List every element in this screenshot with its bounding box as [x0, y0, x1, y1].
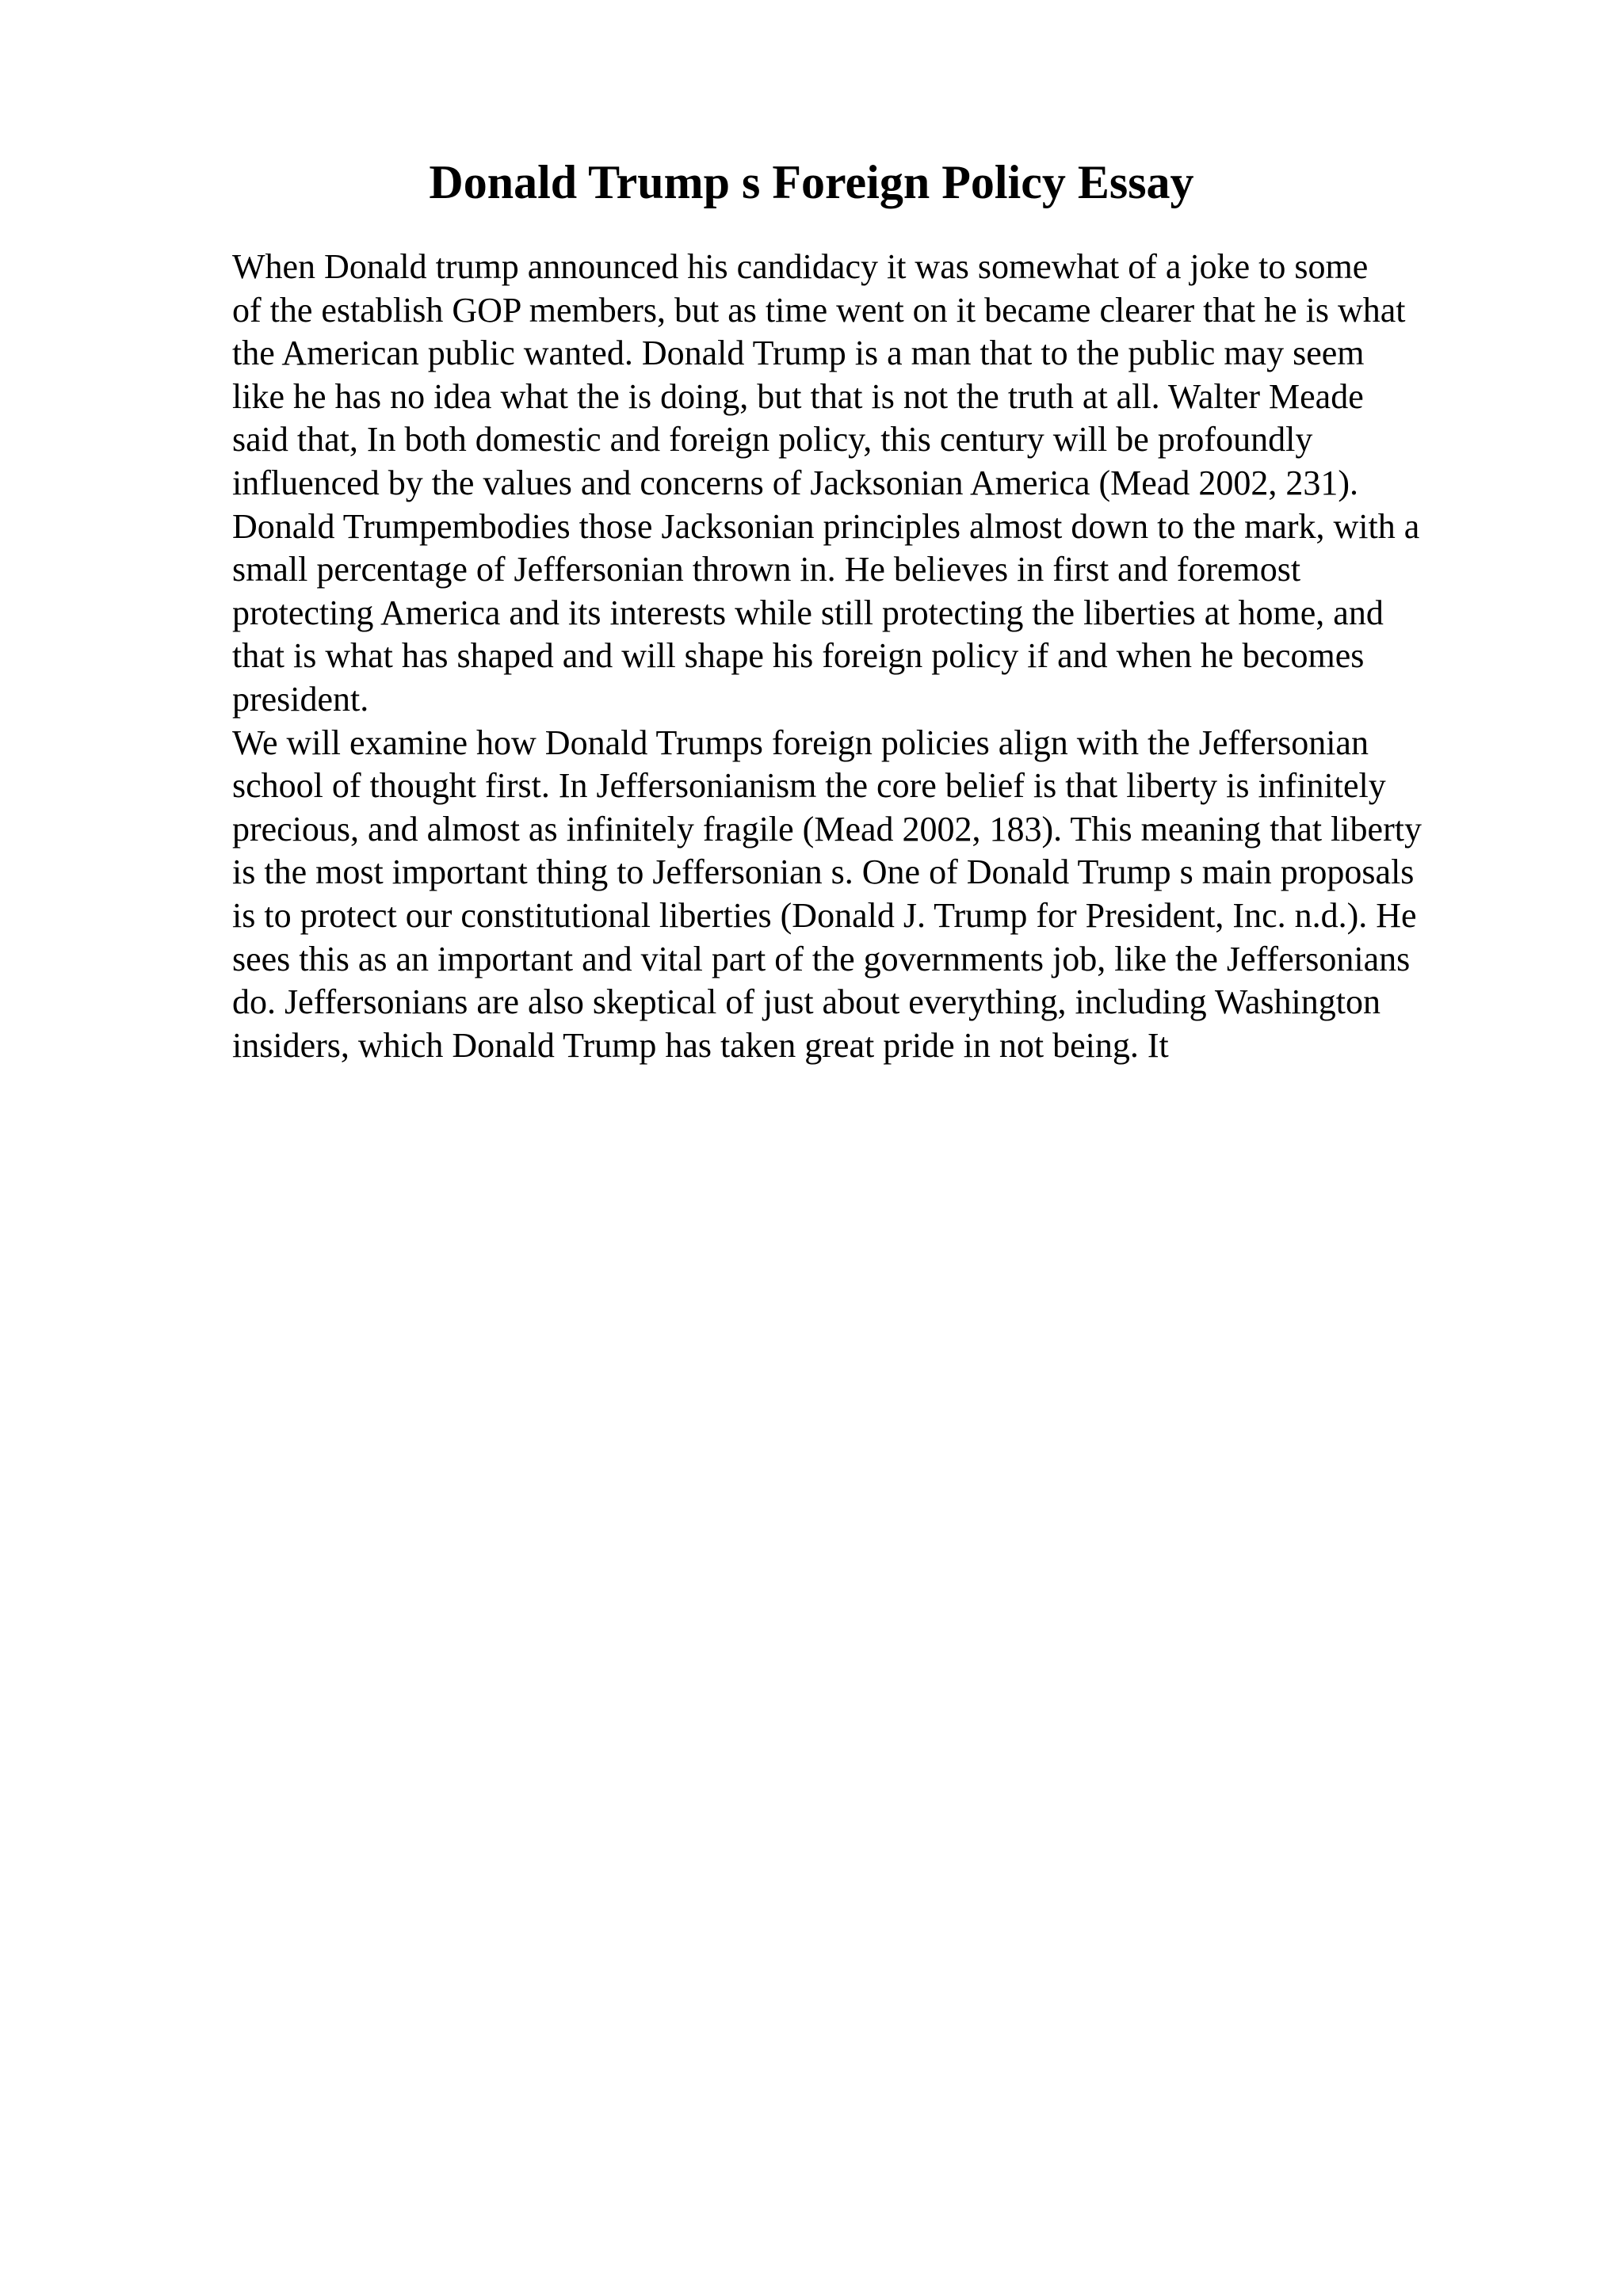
text-line: influenced by the values and concerns of Jacksonian America (Mead 2002, 231). — [232, 463, 1358, 502]
text-line: the American public wanted. Donald Trump is a man that to the public may seem — [232, 334, 1365, 373]
paragraph-2 — [232, 722, 1500, 1068]
text-line: We will examine how Donald Trumps foreign policies align with the Jeffersonian — [232, 723, 1369, 762]
text-line: said that, In both domestic and foreign policy, this century will be profoundly — [232, 420, 1313, 460]
text-line: sees this as an important and vital part of the governments job, like the Jeffersonians — [232, 939, 1411, 978]
text-line: precious, and almost as infinitely fragile (Mead 2002, 183). This meaning that liberty — [232, 809, 1422, 849]
text-line: protecting America and its interests while still protecting the liberties at home, and — [232, 593, 1384, 632]
text-line: is to protect our constitutional liberties (Donald J. Trump for President, Inc. n.d.). He — [232, 895, 1417, 935]
text-line: small percentage of Jeffersonian thrown in. He believes in first and foremost — [232, 550, 1301, 589]
text-line: is the most important thing to Jeffersonian s. One of Donald Trump s main proposals — [232, 852, 1415, 892]
document-title: Donald Trump s Foreign Policy Essay — [429, 156, 1194, 208]
text-line: When Donald trump announced his candidacy it was somewhat of a joke to some — [232, 247, 1369, 286]
text-line: that is what has shaped and will shape his foreign policy if and when he becomes — [232, 636, 1365, 676]
text-line: of the establish GOP members, but as time went on it became clearer that he is what — [232, 290, 1406, 330]
text-line: insiders, which Donald Trump has taken great pride in not being. It — [232, 1025, 1169, 1065]
text-line: school of thought first. In Jeffersonianism the core belief is that liberty is infinitely — [232, 766, 1386, 806]
text-line: do. Jeffersonians are also skeptical of just about everything, including Washington — [232, 982, 1381, 1022]
text-line: Donald Trumpembodies those Jacksonian principles almost down to the mark, with a — [232, 506, 1420, 546]
text-line: president. — [232, 679, 369, 719]
paragraph-1 — [232, 246, 1500, 722]
text-line: like he has no idea what the is doing, but that is not the truth at all. Walter Meade — [232, 376, 1364, 416]
document-body — [232, 246, 1500, 1067]
